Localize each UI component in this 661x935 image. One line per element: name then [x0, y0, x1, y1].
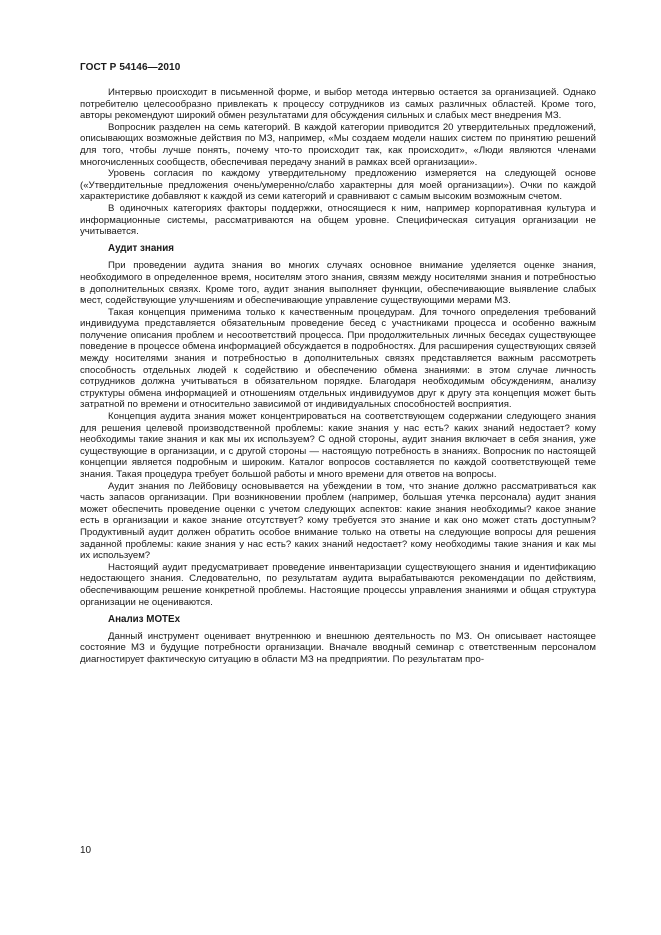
section-heading-knowledge-audit: Аудит знания	[108, 243, 174, 255]
body-text	[80, 87, 596, 666]
paragraph: Настоящий аудит предусматривает проведение инвентаризации существующего знания и идентификацию недостающего знания. Следовательно, по результатам аудита вырабатываются рекомендации по действиям, обеспечивающим решение конкретной проблемы. Настоящие процессы управления знаниями и общая структура организации не оцениваются.	[80, 561, 596, 608]
document-code-header: ГОСТ Р 54146—2010	[80, 62, 181, 73]
paragraph: Концепция аудита знания может концентрироваться на соответствующем содержании следующего знания для решения целевой производственной проблемы: какие знания у нас есть? каких знаний недостает? кому необходимы такие знания и как мы их используем? С одной стороны, аудит знания включает в себя знания, уже существующие в организации, и с другой стороны — настоящую потребность в знаниях. Вопросник по настоящей концепции является подробным и широким. Каталог вопросов составляется по каждой соответствующей теме знания. Такая процедура требует большой работы и много времени для ответов на вопросы.	[80, 411, 596, 480]
paragraph: В одиночных категориях факторы поддержки, относящиеся к ним, например корпоративная культура и информационные системы, рассматриваются на общем уровне. Специфическая ситуация организации не учитывается.	[80, 202, 596, 238]
paragraph: Уровень согласия по каждому утвердительному предложению измеряется на следующей основе («Утвердительные предложения очень/умеренно/слабо характерны для моей организации»). Очки по каждой характеристике добавляют к каждой из семи категорий и сравнивают с самым высоким возможным счетом.	[80, 168, 596, 203]
paragraph: Данный инструмент оценивает внутреннюю и внешнюю деятельность по МЗ. Он описывает настоящее состояние МЗ и будущие потребности организации. Вначале вводный семинар с ответственным персоналом диагностирует фактическую ситуацию в области МЗ на предприятии. По результатам про-	[80, 630, 596, 665]
paragraph: Вопросник разделен на семь категорий. В каждой категории приводится 20 утвердительных предложений, описывающих возможные действия по МЗ, например, «Мы создаем модели наших систем по принятию решений для того, чтобы лучше понять, почему что-то происходит так, как происходит», «Люди являются членами многочисленных сообществ, обеспечивая передачу знаний в рамках всей организации».	[80, 121, 596, 168]
paragraph: Аудит знания по Лейбовицу основывается на убеждении в том, что знание должно рассматриваться как часть запасов организации. При возникновении проблем (например, большая утечка персонала) аудит знания может обеспечить проведение оценки с учетом следующих аспектов: какие знания необходимы? какое знание есть в организации и какое знание отсутствует? кому требуется это знание и как оно может стать доступным? Продуктивный аудит должен обратить особое внимание только на ответы на следующие вопросы для решения заданной проблемы: какие знания у нас есть? каких знаний недостает? кому необходимы такие знания и как мы их используем?	[80, 480, 596, 562]
paragraph: При проведении аудита знания во многих случаях основное внимание уделяется оценке знания, необходимого в определенное время, носителям этого знания, связям между носителями знания и потребностью в дополнительных связях. Кроме того, аудит знания выполняет функции, обеспечивающие выявление слабых мест, содействующие улучшениям и обеспечивающие управление существующими мерами МЗ.	[80, 260, 596, 307]
paragraph: Такая концепция применима только к качественным процедурам. Для точного определения требований индивидуума представляется обязательным проведение бесед с участниками процесса и особенно важным получение описания проблем и несоответствий процесса. При продолжительных личных беседах существующее поведение в процессе обмена информацией обсуждается в подробностях. Для расширения существующих связей между носителями знания и потребностью в дополнительных связях представляется важным рассмотреть способность отдельных людей к содействию и обеспечению обмена знаниями: в этом случае личность сотрудников должна учитываться в обязательном порядке. Благодаря необходимым обсуждениям, анализу структуры обмена информацией и отношениям отдельных индивидуумов друг к другу эта концепция может быть затратной по времени и относительно зависимой от индивидуальных способностей восприятия.	[80, 306, 596, 411]
paragraph: Интервью происходит в письменной форме, и выбор метода интервью остается за организацией. Однако потребителю целесообразно привлекать к процессу сотрудников из самых различных областей. Кроме того, авторы рекомендуют широкий обмен результатами для обсуждения сильных и слабых мест внедрения МЗ.	[80, 87, 596, 122]
page-number: 10	[80, 845, 92, 856]
section-heading-motex-analysis: Анализ MOTEx	[108, 613, 181, 625]
